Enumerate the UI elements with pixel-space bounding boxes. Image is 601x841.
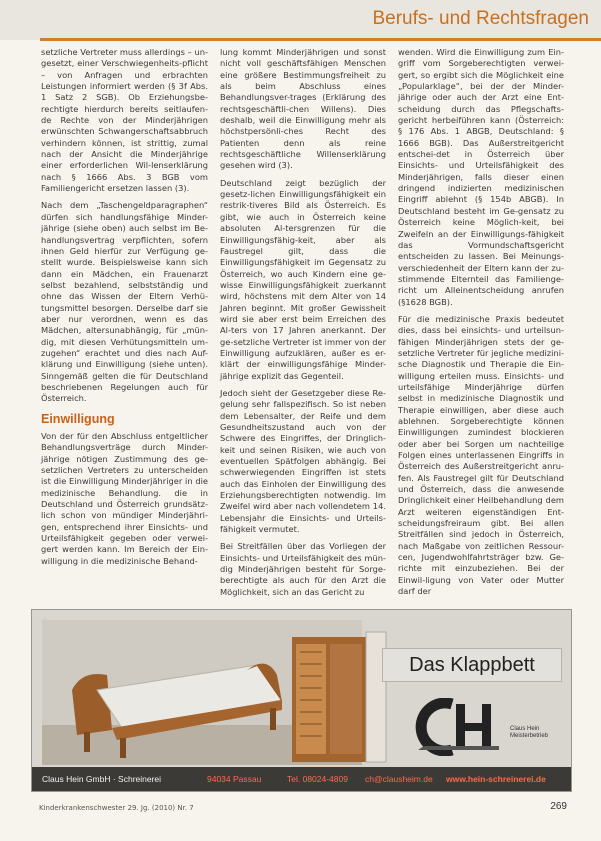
paragraph: Jedoch sieht der Gesetzgeber diese Re-gelung sehr fallspezifisch. So ist neben dem Lebensalter, der Reife und dem Gesundheitszustand auch von der Schwere des Eingriffes, der Dringlich-keit und seinen Risiken, wie auch von eventuellen Spätfolgen abhängig. Bei schwerwiegenden Eingriffen ist stets auch das Einholen der Einwilligung des Erziehungsberechtigten notwendig. Im Zweifel wird aber nach vollendetem 14. Lebensjahr die Einsichts- und Urteils-fähigkeit vermutet. (220, 387, 386, 535)
ad-city: 94034 Passau (207, 774, 262, 784)
paragraph: wenden. Wird die Einwilligung zum Ein-griff vom Sorgeberechtigten verwei-gert, so ergibt sich die Möglichkeit eine „Popularklage“, bei der der Minder-jährige oder auch der Arzt eine Ent-scheidung durch das Pflegschafts-gericht herbeiführen kann (Österreich: § 176 Abs. 1 ABGB, Deutschland: § 1666 BGB). Das Außerstreitgericht entschei-det in Österreich über Einsichts- und Urteilsfähigkeit des Minderjährigen, falls dieser einen dringend indizierten medizinischen Eingriff ablehnt (§ 154b ABGB). In Deutschland besteht im Ge-gensatz zu Österreich keine Möglich-keit, bei Zweifeln an der Einwilligungs-fähigkeit das Vormundschaftsgericht entscheiden zu lassen. Bei Meinungs-verschiedenheit der Eltern kann der zu-stimmende Elternteil das Familienge-richt um Alleinentscheidung anrufen (§1628 BGB). (398, 47, 564, 307)
paragraph: Für die medizinische Praxis bedeutet dies, dass bei einsichts- und urteilsun-fähigen Minderjährigen stets der ge-setzliche Vertreter für jegliche medizini-sche Diagnostik und Therapie die Ein-willigung erteilen muss. Einsichts- und urteilsfähige Minderjährige dürfen selbst in medizinische Diagnostik und Therapie einwilligen, aber diese auch ablehnen. Sorgeberechtigte können Einwilligungen zumindest blockieren oder aber bei Sorgen um nachteilige Folgen eines unterlassenen Eingriffs in Österreich des Außerstreitgericht anru-fen. Als Faustregel gilt für Deutschland und Österreich, dass die anwesende Dringlichkeit einer Heilbehandlung dem Arzt weiteren eigenständigen Ent-scheidungsfreiraum gibt. Bei allen Streitfällen sind jedoch in Österreich, nach Maßgabe von zeitlichen Ressour-cen, Jugendwohlfahrtsträger bzw. Ge-richte mit einzubeziehen. Bei der Einwil-ligung von Vater oder Mutter darf der (398, 313, 564, 597)
text-column-3 (398, 47, 564, 604)
paragraph: Bei Streitfällen über das Vorliegen der Einsichts- und Urteilsfähigkeit des mün-dig Minderjährigen besteht für Sorge-berechtigte als auch für den Arzt die Möglichkeit, sich an das Gericht zu (220, 541, 386, 597)
paragraph: Deutschland zeigt bezüglich der gesetz-lichen Einwilligungsfähigkeit ein restrik-tiveres Bild als Österreich. Es gibt, wie auch in Österreich keine absoluten Al-tersgrenzen für die Einwilligungsfähig-keit, aber als Faustregel gilt, dass die Einwilligungsfähigkeit im Gegensatz zu Österreich, wo auch Kindern eine ge-wisse Einwilligungsfähigkeit zuerkannt wird, höchstens mit dem Alter von 14 Jahren beginnt. Mit großer Gewissheit wird sie aber erst beim Erreichen des Al-ters von 17 Jahren anerkannt. Der ge-setzliche Vertreter ist immer von der Einwilligung aufzuklären, außer es er-klärt der einwilligungsfähige Minder-jährige explizit das Gegenteil. (220, 177, 386, 381)
ad-website-link[interactable]: www.hein-schreinerei.de (446, 774, 546, 784)
ad-contact-bar (32, 767, 571, 791)
ad-logo-caption: Claus Hein Meisterbetrieb (510, 726, 549, 739)
ad-phone: Tel. 08024-4809 (287, 774, 348, 784)
paragraph: Von der für den Abschluss entgeltlicher Behandlungsverträge durch Minder-jährige nötigen Zustimmung des ge-setzlichen Vertreters zu unterscheiden ist die Einwilligung Minderjähriger in die medizinische Behandlung. die in Deutschland und Österreich grundsätz-lich schon von mündiger Minderjähri-gen, entsprechend ihrer Einsichts- und Urteilsfähigkeit gegeben oder verwei-gert werden kann. Im Bereich der Ein-willigung in die medizinische Behand- (41, 431, 208, 566)
paragraph: lung kommt Minderjährigen und sonst nicht voll geschäftsfähigen Menschen eine größere Bestimmungsfreiheit zu als beim Abschluss eines Behandlungsver-trages (Erklärung des rechtsgeschäftli-chen Willens). Dies deshalb, weil die Einwilligung mehr als höchstpersönli-ches Recht des Patienten denn als reine rechtsgeschäftliche Willenserklärung gesehen wird (3). (220, 47, 386, 171)
paragraph: Nach dem „Taschengeldparagraphen“ dürfen sich handlungsfähige Minder-jährige (siehe oben) auch selbst im Be-handlungsvertrag verpflichten, sofern ihnen Geld hierfür zur Verfügung ge-stellt wurde. Beispielsweise kann sich dann ein Mädchen, ein Frauenarzt selbst bezahlend, selbstständig und ohne das Wissen der Eltern Verhü-tungsmittel besorgen. Derselbe darf sie aber nur verordnen, wenn es das Mädchen, altersunabhängig, für „mün-dig, mit diesen Verhütungsmitteln um-zugehen“ erachtet und dies nach Auf-klärung und Einwilligung (siehe unten). Sinngemäß gelten die für Deutschland beschriebenen Regelungen auch für Österreich. (41, 200, 208, 404)
ad-brand-title: Das Klappbett (382, 648, 562, 682)
ad-company-name: Claus Hein GmbH · Schreinerei (42, 774, 162, 784)
section-heading-einwilligung: Einwilligung (41, 411, 115, 426)
journal-citation: Kinderkrankenschwester 29. Jg. (2010) Nr. 7 (39, 804, 194, 812)
folding-bed-cabinet-photo (282, 622, 392, 767)
page-number: 269 (550, 801, 567, 812)
ad-email-link[interactable]: ch@clausheim.de (365, 774, 433, 784)
section-header (0, 0, 601, 40)
text-column-2 (220, 47, 386, 604)
advertisement (31, 609, 572, 792)
text-column-1 (41, 47, 208, 573)
header-rule (40, 38, 601, 41)
paragraph: setzliche Vertreter muss allerdings – un-gesetzt, einer Verschwiegenheits-pflicht – von Anfragen und erbrachten Leistungen informiert werden (§ 3f Abs. 1 Satz 2 SGB). Ob Erziehungsbe-rechtigte hierdurch bereits seitlaufen-de Rechte von der Minderjährigen erwünschten Schwangerschaftsabbruch verhindern können, ist strittig, zumal nach der Ansicht die Minderjährige einer erforderlichen Wil-lenserklärung nach § 1666 Abs. 3 BGB vom Familiengericht ersetzen lassen (3). (41, 47, 208, 194)
section-title: Berufs- und Rechtsfragen (372, 8, 589, 29)
ch-logo-icon (404, 698, 504, 756)
